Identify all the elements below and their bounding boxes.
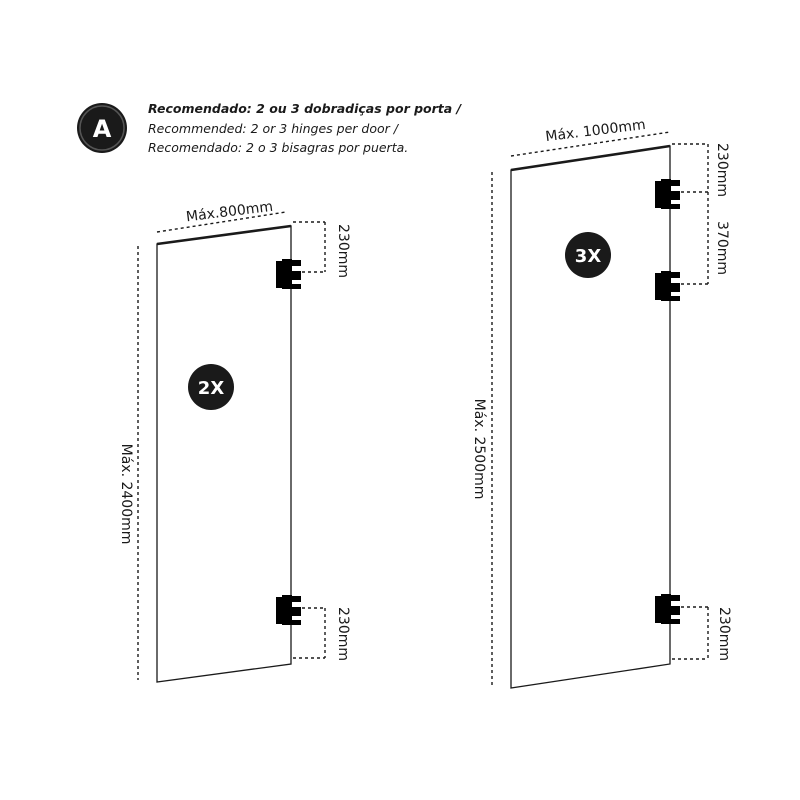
door-large-hinge-bottom [655, 594, 680, 624]
door-small [118, 199, 351, 682]
door-small-top-offset-label: 230mm [335, 224, 351, 278]
door-large-height-label: Máx. 2500mm [471, 398, 487, 500]
door-large-hinge-middle [655, 271, 680, 301]
door-large [471, 117, 732, 688]
door-small-height-label: Máx. 2400mm [118, 443, 134, 545]
door-small-width-label: Máx.800mm [185, 198, 274, 226]
door-small-panel [157, 226, 291, 682]
door-large-top-offset-label: 230mm [714, 143, 730, 197]
door-large-hinge-top [655, 179, 680, 209]
section-badge [77, 103, 127, 153]
door-large-panel [511, 146, 670, 688]
door-small-count-label: 2X [197, 378, 225, 399]
recommendation-en: Recommended: 2 or 3 hinges per door / [148, 121, 398, 136]
door-large-width-label: Máx. 1000mm [544, 116, 647, 146]
door-small-hinge-bottom [276, 595, 301, 625]
recommendation-pt: Recomendado: 2 ou 3 dobradiças por porta / [148, 101, 462, 116]
door-small-hinge-top [276, 259, 301, 289]
recommendation-es: Recomendado: 2 o 3 bisagras por puerta. [148, 140, 409, 155]
door-large-bottom-offset-label: 230mm [716, 607, 732, 661]
door-large-spacing-label: 370mm [714, 221, 730, 275]
section-badge-label: A [92, 115, 112, 143]
door-small-bottom-offset-label: 230mm [335, 607, 351, 661]
door-large-count-label: 3X [574, 246, 602, 267]
